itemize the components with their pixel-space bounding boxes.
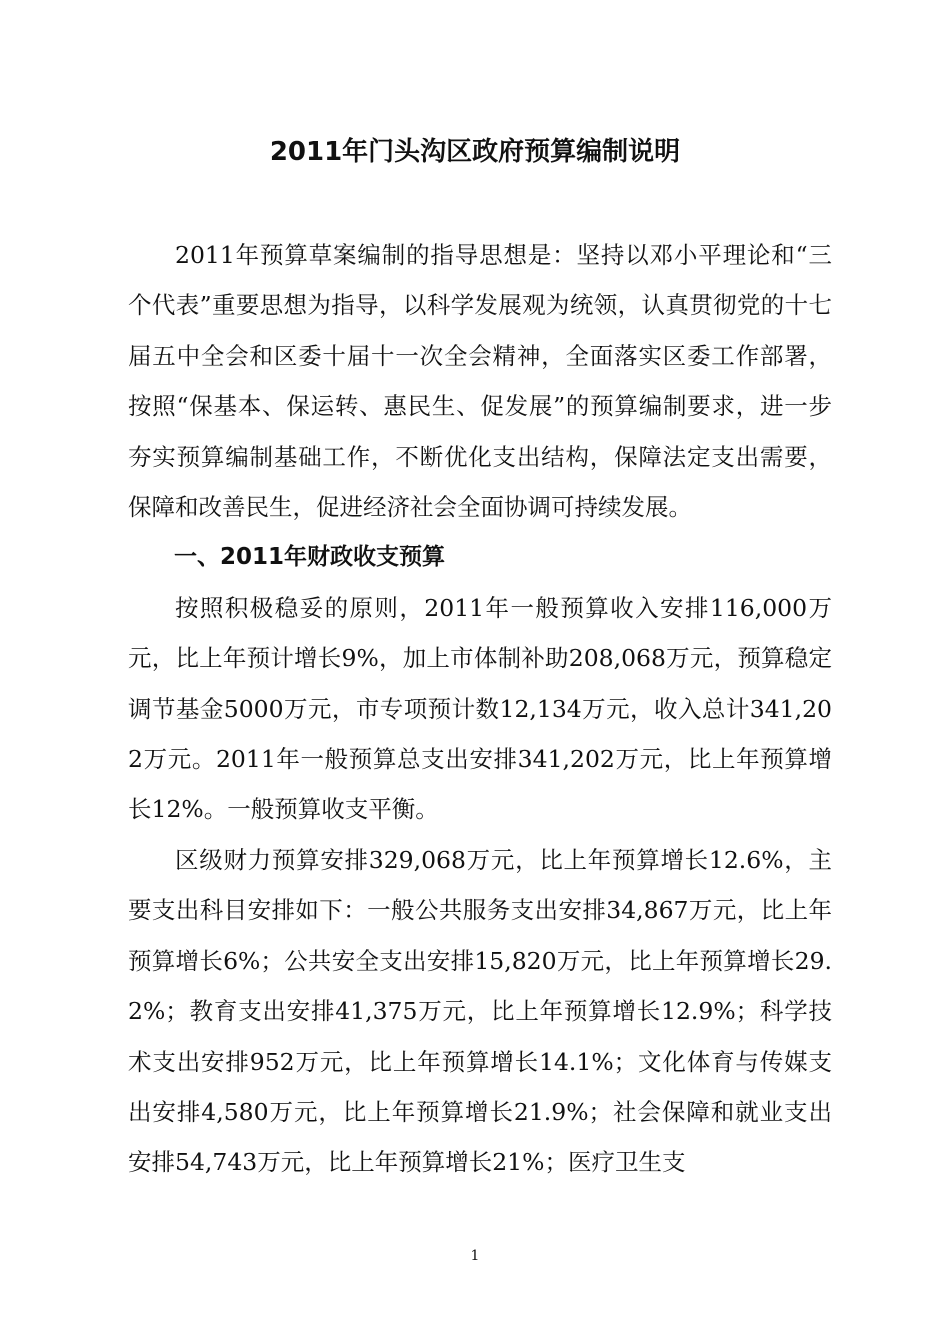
page-number: 1 — [470, 1248, 480, 1264]
document-title: 2011年门头沟区政府预算编制说明 — [269, 137, 681, 167]
paragraph-district-expenditure: 区级财力预算安排329,068万元，比上年预算增长12.6%，主要支出科目安排如下：一般公共服务支出安排34,867万元，比上年预算增长6%；公共安全支出安排15,820万元，比上年预算增长29.2%；教育支出安排41,375万元，比上年预算增长12.9%；科学技术支出安排952万元，比上年预算增长14.1%；文化体育与传媒支出安排4,580万元，比上年预算增长21.9%；社会保障和就业支出安排54,743万元，比上年预算增长21%；医疗卫生支 — [128, 845, 832, 1177]
paragraph-guiding-principle: 2011年预算草案编制的指导思想是：坚持以邓小平理论和“三个代表”重要思想为指导，以科学发展观为统领，认真贯彻党的十七届五中全会和区委十届十一次全会精神，全面落实区委工作部署，按照“保基本、保运转、惠民生、促发展”的预算编制要求，进一步夯实预算编制基础工作，不断优化支出结构，保障法定支出需要，保障和改善民生，促进经济社会全面协调可持续发展。 — [128, 241, 832, 522]
document-body — [128, 230, 832, 1188]
paragraph-general-budget: 按照积极稳妥的原则，2011年一般预算收入安排116,000万元，比上年预计增长9%，加上市体制补助208,068万元，预算稳定调节基金5000万元，市专项预计数12,134万元，收入总计341,202万元。2011年一般预算总支出安排341,202万元，比上年预算增长12%。一般预算收支平衡。 — [128, 593, 832, 824]
section-heading-fiscal-budget: 一、2011年财政收支预算 — [174, 544, 446, 571]
